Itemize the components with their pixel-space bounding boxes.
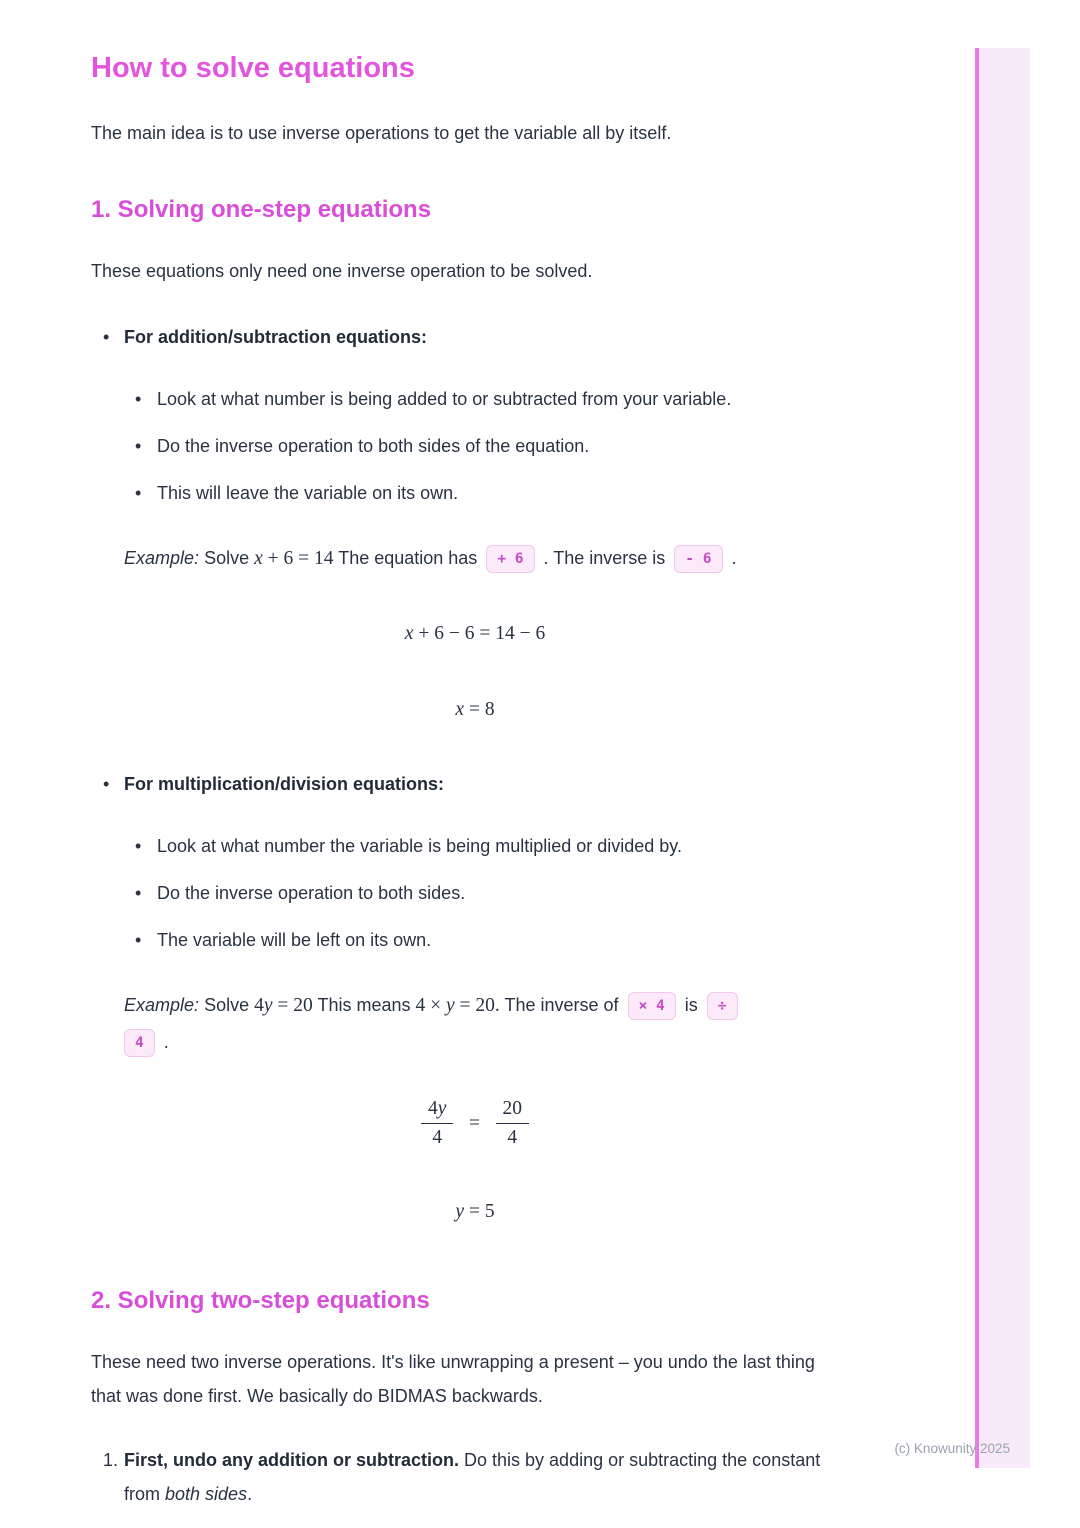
italic-text: both sides xyxy=(165,1484,248,1504)
math-expression xyxy=(416,995,500,1016)
operation-badge-minus6: - 6 xyxy=(674,545,722,573)
fraction-right xyxy=(496,1098,530,1149)
fraction-denominator: 4 xyxy=(432,1127,443,1148)
fraction-numerator: 20 xyxy=(496,1098,530,1124)
math-expression xyxy=(254,995,313,1016)
text-span: The inverse of xyxy=(504,995,619,1015)
text-span: Solve xyxy=(204,995,250,1015)
doc-intro-paragraph: The main idea is to use inverse operations to get the variable all by itself. xyxy=(91,123,672,143)
operation-badge-divide: ÷ xyxy=(707,992,738,1020)
item-text xyxy=(124,1443,824,1511)
step-text: Look at what number is being added to or subtracted from your variable. xyxy=(157,389,732,409)
math-variable: y xyxy=(446,995,455,1016)
text-span: Solve xyxy=(204,548,250,568)
bullet-icon xyxy=(135,476,157,510)
fraction-left xyxy=(421,1098,453,1149)
section2-heading: 2. Solving two-step equations xyxy=(91,1287,430,1314)
list-item xyxy=(91,382,935,416)
section1-heading: 1. Solving one-step equations xyxy=(91,196,432,223)
step-text: Do the inverse operation to both sides of the equation. xyxy=(157,436,590,456)
list-item xyxy=(91,876,935,910)
list-item xyxy=(91,476,935,510)
text-span: The equation has xyxy=(338,548,478,568)
equals-sign: = xyxy=(468,1112,480,1134)
bold-text: First, undo any addition or subtraction. xyxy=(124,1450,460,1470)
muldiv-example xyxy=(124,987,869,1060)
text-span: is xyxy=(684,995,698,1015)
math-variable: y xyxy=(455,1201,465,1222)
math-text: = 20. xyxy=(454,995,500,1016)
text-span: . The inverse is xyxy=(543,548,666,568)
list-item-muldiv xyxy=(91,767,935,801)
result-equation xyxy=(91,699,859,721)
result-equation xyxy=(91,1201,859,1223)
math-text: 4 × xyxy=(415,995,447,1016)
math-variable: x xyxy=(404,623,414,644)
math-variable: y xyxy=(437,1098,447,1119)
math-text: 4 xyxy=(427,1098,438,1119)
bullet-icon xyxy=(135,829,157,863)
step-text: Do the inverse operation to both sides. xyxy=(157,883,466,903)
addsub-steps-list xyxy=(91,382,935,510)
math-text: = 5 xyxy=(464,1201,495,1222)
bullet-icon xyxy=(135,923,157,957)
list-item-addsub xyxy=(91,320,935,354)
bullet-icon xyxy=(103,320,124,354)
math-variable: x xyxy=(254,548,263,569)
division-equation xyxy=(91,1098,859,1149)
example-label: Example: xyxy=(124,995,200,1015)
step-text: Look at what number the variable is being multiplied or divided by. xyxy=(157,836,682,856)
step-text: The variable will be left on its own. xyxy=(157,930,432,950)
list-item xyxy=(91,429,935,463)
fraction-denominator: 4 xyxy=(507,1127,518,1148)
section2-intro: These need two inverse operations. It's like unwrapping a present – you undo the last thing that was done first. We basically do BIDMAS backwards. xyxy=(91,1352,815,1406)
numbered-item-1 xyxy=(91,1443,935,1511)
bullet-icon xyxy=(103,767,124,801)
text-span: . xyxy=(247,1484,253,1504)
text-span: This means xyxy=(317,995,411,1015)
math-expression xyxy=(254,548,333,569)
page-title: How to solve equations xyxy=(91,52,415,84)
fraction-numerator xyxy=(421,1098,453,1124)
work-equation xyxy=(91,623,859,645)
text-span: . xyxy=(163,1032,169,1052)
math-text: + 6 − 6 = 14 − 6 xyxy=(413,623,546,644)
item-number: 1. xyxy=(103,1450,119,1470)
math-text: 4 xyxy=(254,995,264,1016)
math-text: = 20 xyxy=(272,995,313,1016)
list-item xyxy=(91,923,935,957)
step-text: This will leave the variable on its own. xyxy=(157,483,459,503)
addsub-title: For addition/subtraction equations: xyxy=(124,327,427,347)
example-label: Example: xyxy=(124,548,200,568)
bullet-icon xyxy=(135,429,157,463)
section1-intro: These equations only need one inverse operation to be solved. xyxy=(91,261,593,281)
copyright-credit: (c) Knowunity 2025 xyxy=(894,1441,1010,1456)
math-text: + 6 = 14 xyxy=(262,548,334,569)
text-span: . xyxy=(731,548,737,568)
muldiv-title: For multiplication/division equations: xyxy=(124,774,445,794)
bullet-icon xyxy=(135,382,157,416)
operation-badge-plus6: + 6 xyxy=(486,545,534,573)
operation-badge-divisor4: 4 xyxy=(124,1029,155,1057)
operation-badge-times4: × 4 xyxy=(628,992,676,1020)
muldiv-steps-list xyxy=(91,829,935,957)
math-text: = 8 xyxy=(464,699,495,720)
text-span: Do this by adding or subtracting the constant from xyxy=(124,1450,821,1504)
math-variable: y xyxy=(263,995,273,1016)
math-variable: x xyxy=(455,699,465,720)
bullet-icon xyxy=(135,876,157,910)
list-item xyxy=(91,829,935,863)
addsub-example xyxy=(124,540,869,577)
